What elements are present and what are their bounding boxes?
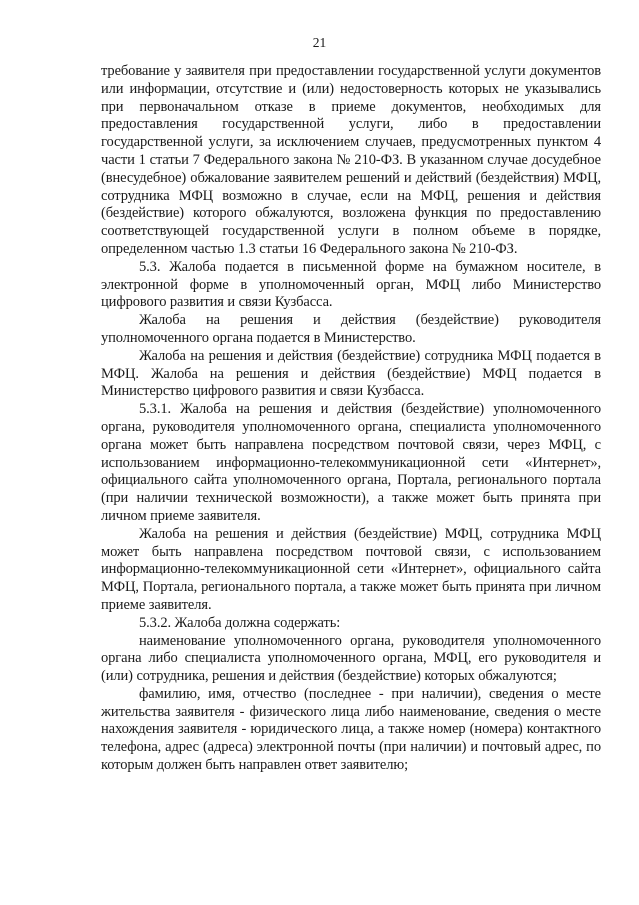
paragraph-grounds-continued: требование у заявителя при предоставлении государственной услуги документов или информации, отсутствие и (или) недостоверность которых не указывались при первоначальном отказе в приеме документов, необходимых для предоставления государственной услуги, либо в предоставлении государственной услуги, за исключением случаев, предусмотренных пунктом 4 части 1 статьи 7 Федерального закона № 210-ФЗ. В указанном случае досудебное (внесудебное) обжалование заявителем решений и действий (бездействия) МФЦ, сотрудника МФЦ возможно в случае, если на МФЦ, решения и действия (бездействие) которого обжалуются, возложена функция по предоставлению соответствующей государственной услуги в полном объеме в порядке, определенном частью 1.3 статьи 16 Федерального закона № 210-ФЗ. xyxy=(101,63,601,257)
paragraph-content-name: наименование уполномоченного органа, руководителя уполномоченного органа либо специалиста уполномоченного органа, МФЦ, его руководителя и (или) сотрудника, решения и действия (бездействие) которых обжалуются; xyxy=(101,632,601,685)
paragraph-5-3-1: 5.3.1. Жалоба на решения и действия (бездействие) уполномоченного органа, руководителя уполномоченного органа, специалиста уполномоченного органа может быть направлена посредством почтовой связи, через МФЦ, с использованием информационно-телекоммуникационной сети «Интернет», официального сайта уполномоченного органа, Портала, регионального портала (при наличии технической возможности), а также может быть принята при личном приеме заявителя. xyxy=(101,401,601,524)
paragraph-5-3: 5.3. Жалоба подается в письменной форме на бумажном носителе, в электронной форме в уполномоченный орган, МФЦ либо Министерство цифрового развития и связи Кузбасса. xyxy=(101,258,601,311)
paragraph-content-applicant: фамилию, имя, отчество (последнее - при наличии), сведения о месте жительства заявителя - физического лица либо наименование, сведения о месте нахождения заявителя - юридического лица, а также номер (номера) контактного телефона, адрес (адреса) электронной почты (при наличии) и почтовый адрес, по которым должен быть направлен ответ заявителю; xyxy=(101,685,601,774)
page-number: 21 xyxy=(312,35,327,50)
paragraph-complaint-head: Жалоба на решения и действия (бездействие) руководителя уполномоченного органа подается в Министерство. xyxy=(101,312,601,346)
paragraph-complaint-mfc: Жалоба на решения и действия (бездействие) сотрудника МФЦ подается в МФЦ. Жалоба на решения и действия (бездействие) МФЦ подается в Министерство цифрового развития и связи Кузбасса. xyxy=(101,347,601,400)
document-body xyxy=(101,63,601,775)
paragraph-complaint-mfc-channels: Жалоба на решения и действия (бездействие) МФЦ, сотрудника МФЦ может быть направлена посредством почтовой связи, с использованием информационно-телекоммуникационной сети «Интернет», официального сайта МФЦ, Портала, регионального портала, а также может быть принята при личном приеме заявителя. xyxy=(101,525,601,613)
paragraph-5-3-2: 5.3.2. Жалоба должна содержать: xyxy=(139,614,341,631)
